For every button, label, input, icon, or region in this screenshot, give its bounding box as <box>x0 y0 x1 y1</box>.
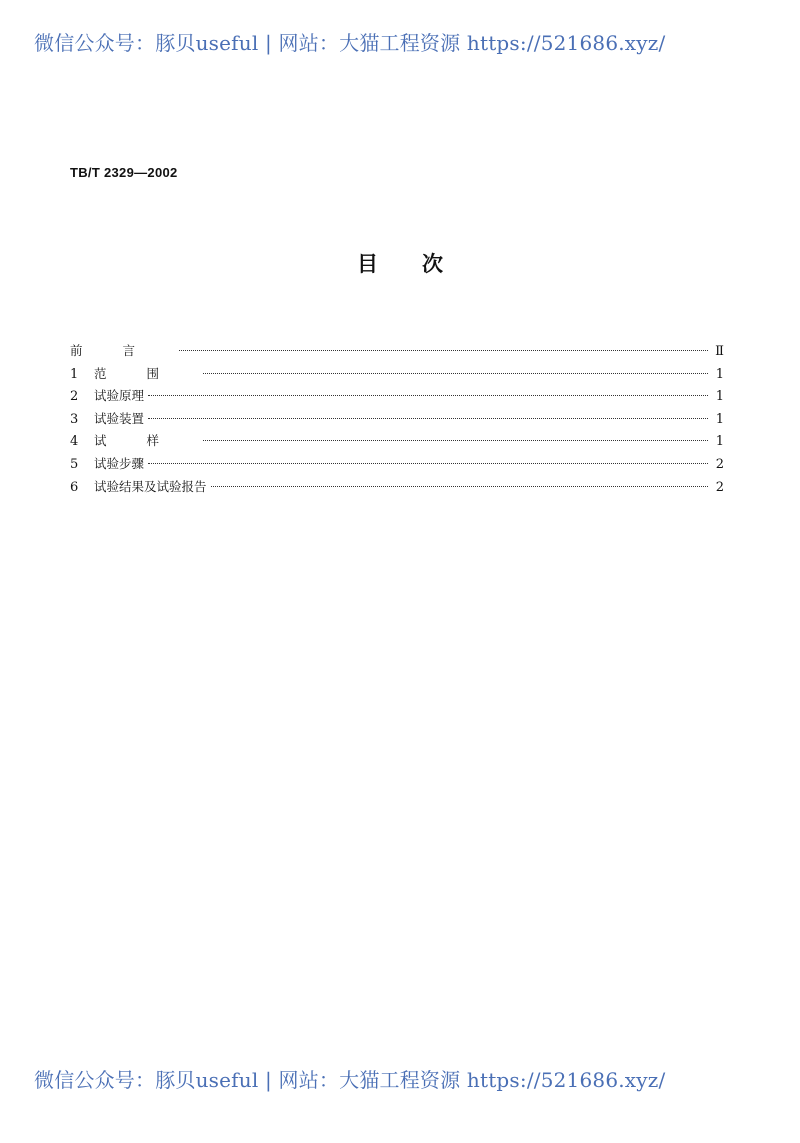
toc-entry-page: 1 <box>715 434 724 450</box>
toc-leader-dots <box>203 373 708 374</box>
toc-entry-preface[interactable] <box>70 340 724 363</box>
toc-entry-page: 2 <box>715 456 724 472</box>
toc-entry-page: 1 <box>715 411 724 427</box>
toc-leader-dots <box>179 350 708 351</box>
toc-entry-label: 前言 <box>70 343 176 358</box>
watermark-top: 微信公众号：豚贝useful | 网站：大猫工程资源 https://521686.xyz/ <box>34 31 666 55</box>
toc-entry-specimen[interactable] <box>70 430 724 453</box>
toc-title: 目次 <box>357 252 487 276</box>
toc-leader-dots <box>203 440 708 441</box>
toc-entry-page: 1 <box>715 389 724 405</box>
toc-entry-number: 2 <box>70 389 79 405</box>
toc-entry-page: 2 <box>715 479 724 495</box>
toc-entry-number: 6 <box>70 479 79 495</box>
toc-entry-label: 试验结果及试验报告 <box>94 478 207 494</box>
standard-code: TB/T 2329—2002 <box>70 165 178 180</box>
table-of-contents <box>70 340 724 498</box>
toc-leader-dots <box>211 486 708 487</box>
toc-entry-label: 试验装置 <box>94 410 145 426</box>
toc-entry-label: 范围 <box>94 365 200 381</box>
toc-entry-apparatus[interactable] <box>70 408 724 431</box>
toc-leader-dots <box>148 418 708 419</box>
toc-entry-results[interactable] <box>70 476 724 499</box>
toc-entry-number: 1 <box>70 366 79 382</box>
toc-entry-number: 4 <box>70 434 79 450</box>
toc-entry-principle[interactable] <box>70 385 724 408</box>
toc-entry-page: 1 <box>715 366 724 382</box>
watermark-bottom: 微信公众号：豚贝useful | 网站：大猫工程资源 https://521686.xyz/ <box>34 1068 666 1092</box>
toc-entry-label: 试验步骤 <box>94 455 145 471</box>
toc-entry-scope[interactable] <box>70 363 724 386</box>
toc-leader-dots <box>148 463 708 464</box>
toc-entry-number: 3 <box>70 411 79 427</box>
toc-entry-page: Ⅱ <box>715 344 724 359</box>
toc-entry-label: 试验原理 <box>94 388 145 404</box>
toc-entry-label: 试样 <box>94 433 200 449</box>
toc-entry-procedure[interactable] <box>70 453 724 476</box>
toc-leader-dots <box>148 395 708 396</box>
toc-entry-number: 5 <box>70 456 79 472</box>
